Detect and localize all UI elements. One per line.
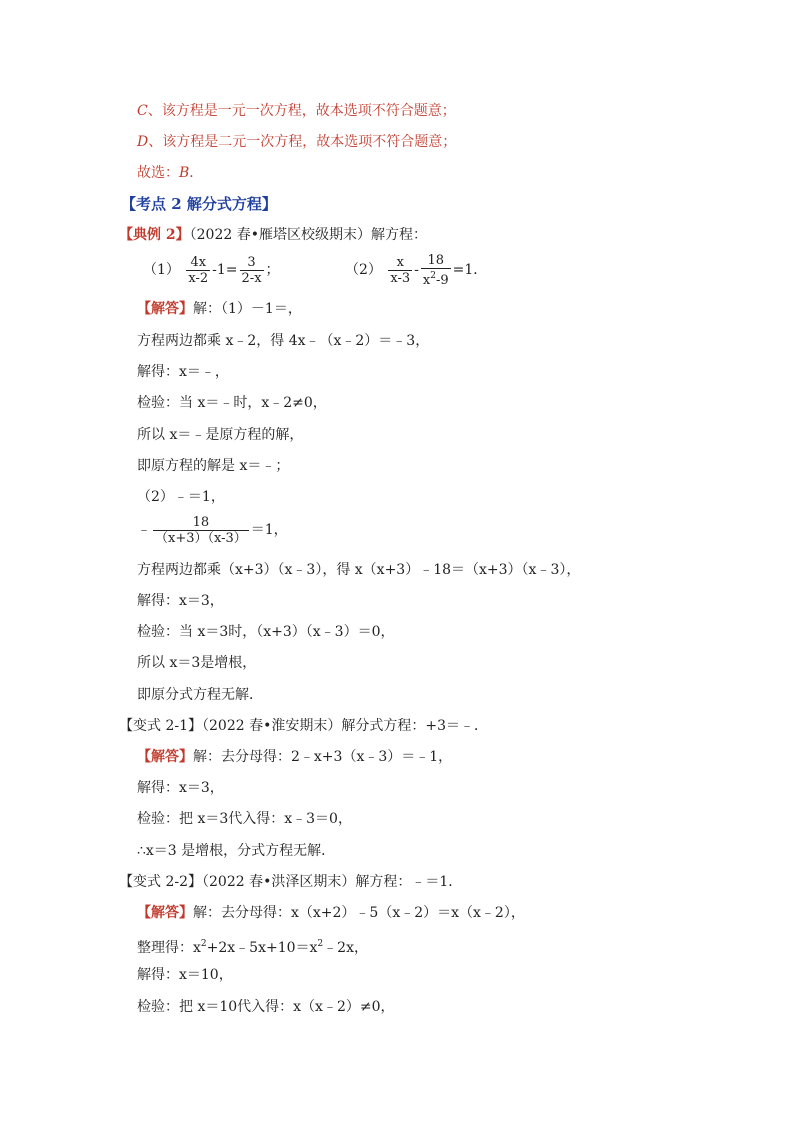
solution-line-2: 方程两边都乘 x﹣2，得 4x﹣（x﹣2）＝﹣3， xyxy=(137,333,430,349)
example-q1 xyxy=(143,252,280,288)
variant2-l2-b: +2x﹣5x+10＝x xyxy=(206,940,318,956)
variant2-label: 【变式 2-2】 xyxy=(119,874,202,890)
example-header xyxy=(119,226,427,244)
example-source: （2022 春•雁塔区校级期末）解方程： xyxy=(189,227,427,243)
q1-end: ； xyxy=(265,262,280,278)
option-d-line xyxy=(137,133,456,151)
variant2-tag: 【解答】 xyxy=(137,905,193,921)
variant2-l1: 解：去分母得：x（x+2）﹣5（x﹣2）＝x（x﹣2）， xyxy=(193,905,525,921)
solution-line-13: 即原分式方程无解． xyxy=(137,687,263,703)
example-label: 【典例 2】 xyxy=(119,227,190,243)
q2-f2-num: 18 xyxy=(427,252,445,268)
q1-f1-den: x-2 xyxy=(188,270,209,286)
solution-line-7: （2）﹣＝1， xyxy=(137,489,225,505)
variant2-header xyxy=(119,873,462,891)
q2-fraction-1 xyxy=(388,255,412,286)
solution-line-5: 所以 x＝﹣是原方程的解， xyxy=(137,427,304,443)
solution-l8-num: 18 xyxy=(192,514,210,530)
variant2-l2-a: 整理得：x xyxy=(137,940,201,956)
variant2-l2-c: ﹣2x， xyxy=(323,940,368,956)
option-c-line xyxy=(137,102,456,120)
variant1-source: （2022 春•淮安期末）解分式方程：+3＝﹣． xyxy=(202,718,488,734)
solution-line-9: 方程两边都乘（x+3）（x﹣3），得 x（x+3）﹣18＝（x+3）（x﹣3）， xyxy=(137,562,581,578)
variant2-line-2 xyxy=(137,935,368,957)
q2-f2-den-b: -9 xyxy=(435,272,449,288)
q2-f1-den: x-3 xyxy=(390,270,411,286)
variant2-line-1 xyxy=(137,904,525,922)
q1-f2-num: 3 xyxy=(247,254,256,270)
variant1-line-2: 解得：x＝3， xyxy=(137,780,224,796)
q2-index: （2） xyxy=(345,262,382,278)
solution-l8-fraction xyxy=(153,515,249,546)
option-d-text: 、该方程是二元一次方程，故本选项不符合题意； xyxy=(148,134,457,150)
variant2-l2-sup2: 2 xyxy=(317,939,324,949)
variant2-l2-sup1: 2 xyxy=(200,939,207,949)
q1-fraction-2 xyxy=(240,255,264,286)
solution-line-4: 检验：当 x＝﹣时，x﹣2≠0， xyxy=(137,395,327,411)
q1-f1-num: 4x xyxy=(190,254,207,270)
variant2-source: （2022 春•洪泽区期末）解方程：﹣＝1． xyxy=(202,874,463,890)
solution-line-10: 解得：x＝3， xyxy=(137,593,224,609)
variant1-line-3: 检验：把 x＝3代入得：x﹣3＝0， xyxy=(137,811,352,827)
option-c-text: 、该方程是一元一次方程，故本选项不符合题意； xyxy=(147,103,456,119)
variant1-l1: 解：去分母得：2﹣x+3（x﹣3）＝﹣1， xyxy=(193,749,453,765)
solution-l8-den: （x+3）（x-3） xyxy=(155,530,247,546)
q2-f2-den xyxy=(421,268,451,288)
option-c-letter: C xyxy=(137,103,148,119)
solution-line-6: 即原方程的解是 x＝﹣； xyxy=(137,458,290,474)
choice-end: ． xyxy=(189,165,204,181)
solution-tag: 【解答】 xyxy=(137,301,193,317)
solution-l8-pre: ﹣ xyxy=(137,522,151,538)
solution-line-3: 解得：x＝﹣， xyxy=(137,364,229,380)
variant2-line-3: 解得：x＝10， xyxy=(137,967,233,983)
variant2-line-4: 检验：把 x＝10代入得：x（x﹣2）≠0， xyxy=(137,999,395,1015)
q2-f1-num: x xyxy=(396,254,404,270)
option-d-letter: D xyxy=(137,134,149,150)
q2-fraction-2 xyxy=(421,253,451,288)
solution-line-1 xyxy=(137,300,302,318)
q2-end: =1． xyxy=(452,262,488,278)
variant1-line-1 xyxy=(137,748,452,766)
choice-line xyxy=(137,164,203,182)
solution-line-8 xyxy=(137,512,288,548)
variant1-label: 【变式 2-1】 xyxy=(119,718,202,734)
section-title: 【考点 2 解分式方程】 xyxy=(121,195,277,213)
q2-mid: - xyxy=(414,262,419,278)
q2-f2-den-sup: 2 xyxy=(430,270,436,281)
solution-line-12: 所以 x＝3是增根， xyxy=(137,655,257,671)
q1-index: （1） xyxy=(143,262,180,278)
variant1-line-4: ∴x＝3 是增根，分式方程无解． xyxy=(137,843,336,859)
q1-f2-den: 2-x xyxy=(241,270,262,286)
solution-l8-end: ＝1， xyxy=(250,522,288,538)
choice-text: 故选： xyxy=(137,165,179,181)
choice-value: B xyxy=(179,165,190,181)
q1-fraction-1 xyxy=(186,255,210,286)
q1-mid: -1= xyxy=(212,262,238,278)
solution-l1: 解：（1）－1＝， xyxy=(193,301,302,317)
q2-f2-den-a: x xyxy=(422,272,431,288)
variant1-header xyxy=(119,717,488,735)
example-q2 xyxy=(345,252,487,288)
variant1-tag: 【解答】 xyxy=(137,749,193,765)
solution-line-11: 检验：当 x＝3时，（x+3）（x﹣3）＝0， xyxy=(137,624,395,640)
